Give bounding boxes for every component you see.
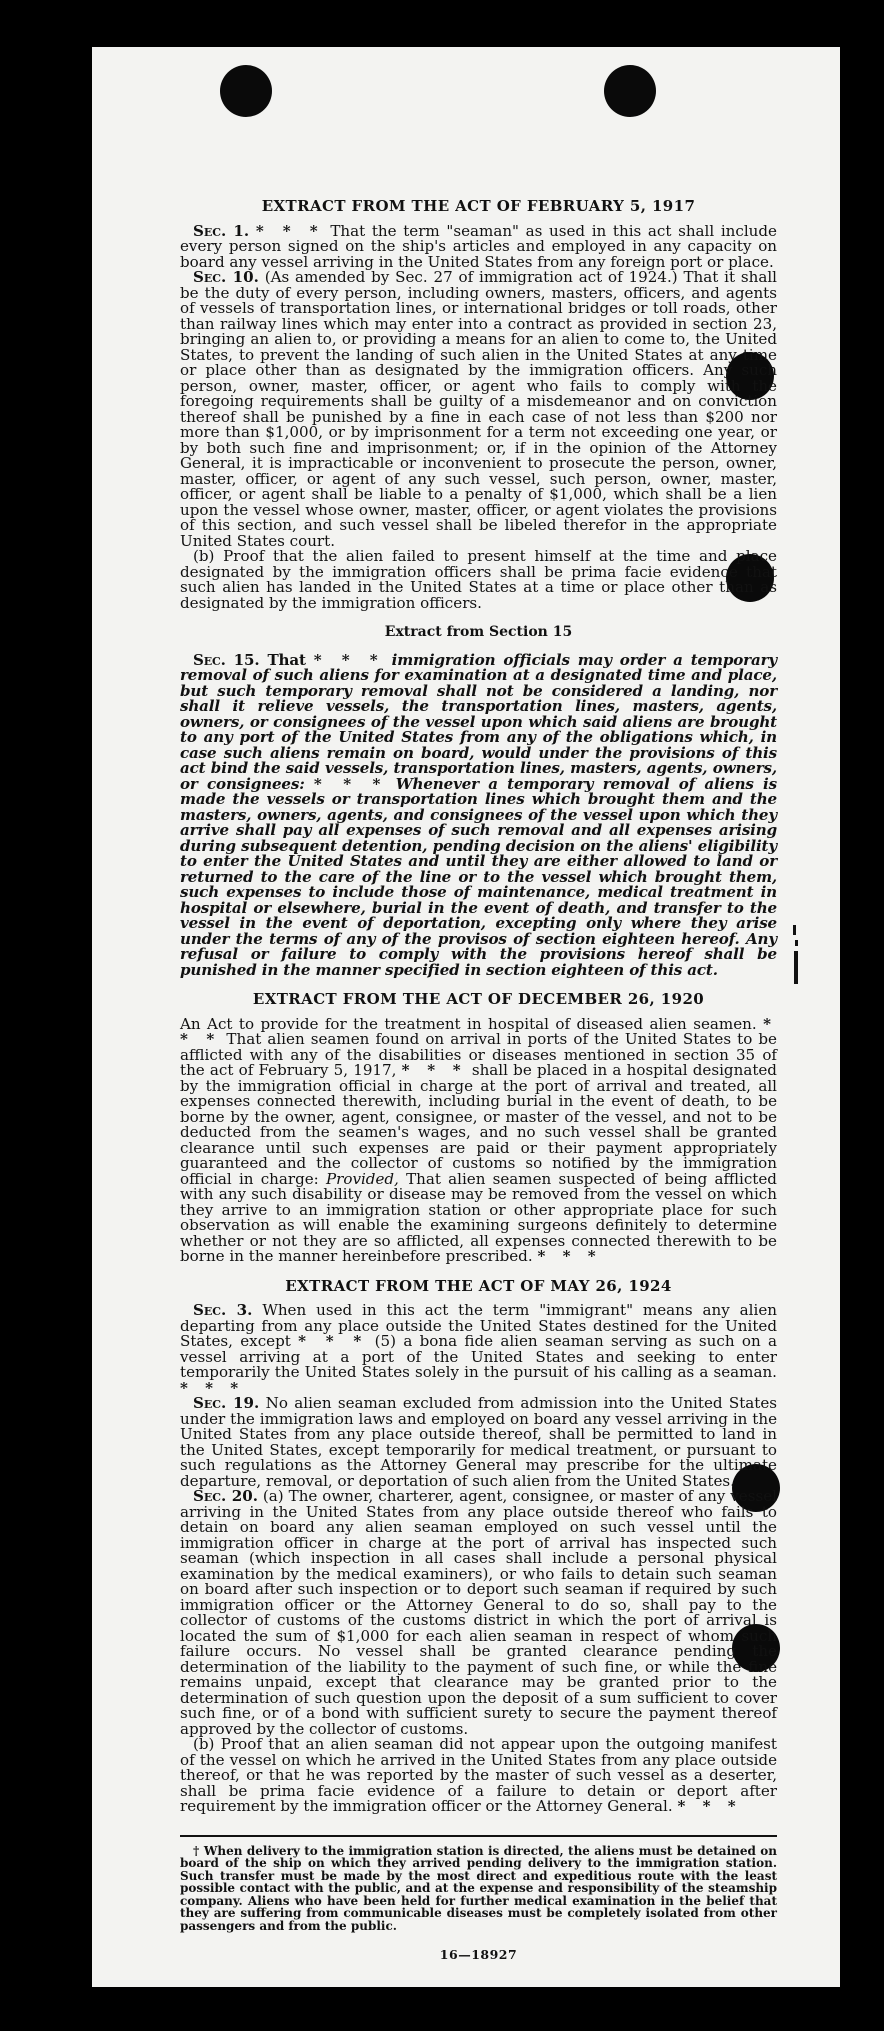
paragraph-text: shall be placed in a hospital designated by the immigration official in charge at the port of arrival and treated, all expenses connected therewith, including burial in the event of death, to be borne by the owner, agent, consignee, or master of the vessel, and not to be deducted from the seamen's wages, and no such vessel shall be granted clearance until such expenses are paid or their payment appropriately guaranteed and the collector of customs so notified by the immigration official in charge: <box>180 1061 777 1188</box>
paragraph-text: immigration officials may order a temporary removal of such aliens for examination at a designated time and place, but such temporary removal shall not be considered a landing, nor shall it relieve vessels, the transportation lines, masters, agents, owners, or consignees of the vessel upon which said aliens are brought to any port of the United States from any of the obligations which, in case such aliens remain on board, would under the provisions of this act bind the said vessels, transportation lines, masters, agents, owners, or consignees: <box>180 650 777 793</box>
section-label: Sec. 1. <box>193 221 250 240</box>
paragraph-sec-19 <box>180 1396 777 1489</box>
paragraph-text: That alien seamen suspected of being afflicted with any such disability or disease may be removed from the vessel on which they arrive to an immigration station or other appropriate place for such observation as will enable the examining surgeons definitely to determine whether or not they are so afflicted, all expenses connected therewith to be borne in the manner hereinbefore prescribed. <box>180 1169 777 1265</box>
section-label: Sec. 20. <box>193 1487 258 1505</box>
paragraph-sec-3 <box>180 1303 777 1396</box>
ellipsis-stars: * * * <box>313 774 387 793</box>
punch-hole-top-left <box>220 65 272 117</box>
paragraph-text: An Act to provide for the treatment in hospital of diseased alien seamen. <box>180 1014 757 1033</box>
footnote-divider <box>180 1835 777 1837</box>
margin-mark <box>793 925 796 935</box>
paragraph-sec-20 <box>180 1489 777 1737</box>
paragraph-text: No alien seaman excluded from admission into the United States under the immigration laws and employed on board any vessel arriving in the United States from any place outside thereof, shall be permitted to land in the United States, except temporarily for medical treatment, or pursuant to such regulations as the Attorney General may prescribe for the ultimate departure, removal, or deportation of such alien from the United States. <box>180 1394 778 1490</box>
paragraph-text: (As amended by Sec. 27 of immigration act of 1924.) That it shall be the duty of every person, including owners, masters, officers, and agents of vessels of transportation lines, or international bridges or toll roads, other than railway lines which may enter into a contract as provided in section 23, bringing an alien to, or providing a means for an alien to come to, the United States, to prevent the landing of such alien in the United States at any time or place other than as designated by the immigration officers. Any such person, owner, master, officer, or agent who fails to comply with the foregoing requirements shall be guilty of a misdemeanor and on conviction thereof shall be punished by a fine in each case of not less than $200 nor more than $1,000, or by imprisonment for a term not exceeding one year, or by both such fine and imprisonment; or, if in the opinion of the Attorney General, it is impracticable or inconvenient to prosecute the person, owner, master, officer, or agent of any such vessel, such person, owner, master, officer, or agent shall be liable to a penalty of $1,000, which shall be a lien upon the vessel whose owner, master, officer, or agent violates the provisions of this section, and such vessel shall be libeled therefor in the appropriate United States court. <box>180 268 777 550</box>
provided-keyword: Provided, <box>325 1169 399 1188</box>
paragraph-text: (a) The owner, charterer, agent, consignee, or master of any vessel arriving in the United States from any place outside thereof who fails to detain on board any alien seaman employed on such vessel until the immigration officer in charge at the port of arrival has inspected such seaman (which inspection in all cases shall include a personal physical examination by the medical examiners), or who fails to detain such seaman on board after such inspection or to deport such seaman if required by such immigration officer or the Attorney General to do so, shall pay to the collector of customs of the customs district in which the port of arrival is located the sum of $1,000 for each alien seaman in respect of whom such failure occurs. No vessel shall be granted clearance pending the determination of the liability to the payment of such fine, or while the fine remains unpaid, except that clearance may be granted prior to the determination of such question upon the deposit of a sum sufficient to cover such fine, or of a bond with sufficient surety to secure the payment thereof approved by the collector of customs. <box>180 1487 777 1738</box>
paragraph-text: (b) Proof that an alien seaman did not appear upon the outgoing manifest of the vessel on which he arrived in the United States from any place outside thereof, or that he was reported by the master of such vessel as a deserter, shall be prima facie evidence of a failure to detain or deport after requirement by the immigration officer or the Attorney General. <box>180 1735 777 1815</box>
paragraph-sec-10 <box>180 270 777 549</box>
form-number: 16—18927 <box>439 1946 518 1962</box>
ellipsis-stars: * * * <box>180 1378 245 1397</box>
paragraph-sec-20b <box>180 1737 777 1815</box>
paragraph-text: (5) a bona fide alien seaman serving as such on a vessel arriving at a port of the United States and seeking to enter temporarily the United States solely in the pursuit of his calling as a seaman. <box>180 1332 777 1381</box>
document-page <box>92 47 840 1987</box>
section-heading-1920: EXTRACT FROM THE ACT OF DECEMBER 26, 1920 <box>252 990 705 1008</box>
paragraph-text: That the term "seaman" as used in this act shall include every person signed on the ship's articles and employed in any capacity on board any vessel arriving in the United States from any foreign port or place. <box>180 221 777 271</box>
ellipsis-stars: * * * <box>180 1014 777 1048</box>
margin-mark <box>794 951 798 984</box>
section-label: Sec. 15. <box>193 650 260 669</box>
paragraph-text: Whenever a temporary removal of aliens is made the vessels or transportation lines which brought them and the masters, owners, agents, and consignees of the vessel upon which they arrive shall pay all expenses of such removal and all expenses arising during subsequent detention, pending decision on the aliens' eligibility to enter the United States and until they are either allowed to land or returned to the care of the line or to the vessel which brought them, such expenses to include those of maintenance, medical treatment in hospital or elsewhere, burial in the event of death, and transfer to the vessel in the event of deportation, excepting only where they arise under the terms of any of the provisos of section eighteen hereof. Any refusal or failure to comply with the provisions hereof shall be punished in the manner specified in section eighteen of this act. <box>180 774 777 979</box>
paragraph-sec-15 <box>180 650 777 979</box>
paragraph-text: When used in this act the term "immigrant" means any alien departing from any place outside the United States destined for the United States, except <box>180 1301 777 1350</box>
paragraph-lead: That <box>267 650 306 669</box>
section-label: Sec. 3. <box>193 1301 253 1319</box>
paragraph-act-1920 <box>180 1014 777 1265</box>
margin-mark <box>795 940 798 946</box>
punch-hole-top-right <box>604 65 656 117</box>
paragraph-sec-10b: (b) Proof that the alien failed to present himself at the time and place designated by the immigration officers shall be prima facie evidence that such alien has landed in the United States at a time or place other than as designated by the immigration officers. <box>180 547 777 612</box>
section-label: Sec. 10. <box>193 268 259 286</box>
paragraph-sec-1 <box>180 221 777 271</box>
document-body <box>180 189 777 1962</box>
ellipsis-stars: * * * <box>255 221 324 240</box>
ellipsis-stars: * * * <box>298 1332 368 1350</box>
ellipsis-stars: * * * <box>313 650 384 669</box>
footnote: † When delivery to the immigration station is directed, the aliens must be detained on board of the ship on which they arrived pending delivery to the immigration station. Such transfer must be made by the most direct and expeditious route with the least possible contact with the public, and at the expense and responsibility of the steamship company. Aliens who have been held for further medical examination in the belief that they are suffering from communicable diseases must be completely isolated from other passengers and from the public. <box>180 1843 777 1934</box>
subheading-section-15: Extract from Section 15 <box>384 624 573 640</box>
ellipsis-stars: * * * <box>677 1797 742 1815</box>
section-heading-1917: EXTRACT FROM THE ACT OF FEBRUARY 5, 1917 <box>261 197 696 215</box>
section-heading-1924: EXTRACT FROM THE ACT OF MAY 26, 1924 <box>285 1276 672 1295</box>
ellipsis-stars: * * * <box>401 1061 467 1079</box>
ellipsis-stars: * * * <box>537 1247 602 1265</box>
paragraph-text: That alien seamen found on arrival in ports of the United States to be afflicted with any of the disabilities or diseases mentioned in section 35 of the act of February 5, 1917, <box>180 1030 777 1079</box>
section-label: Sec. 19. <box>193 1394 260 1412</box>
